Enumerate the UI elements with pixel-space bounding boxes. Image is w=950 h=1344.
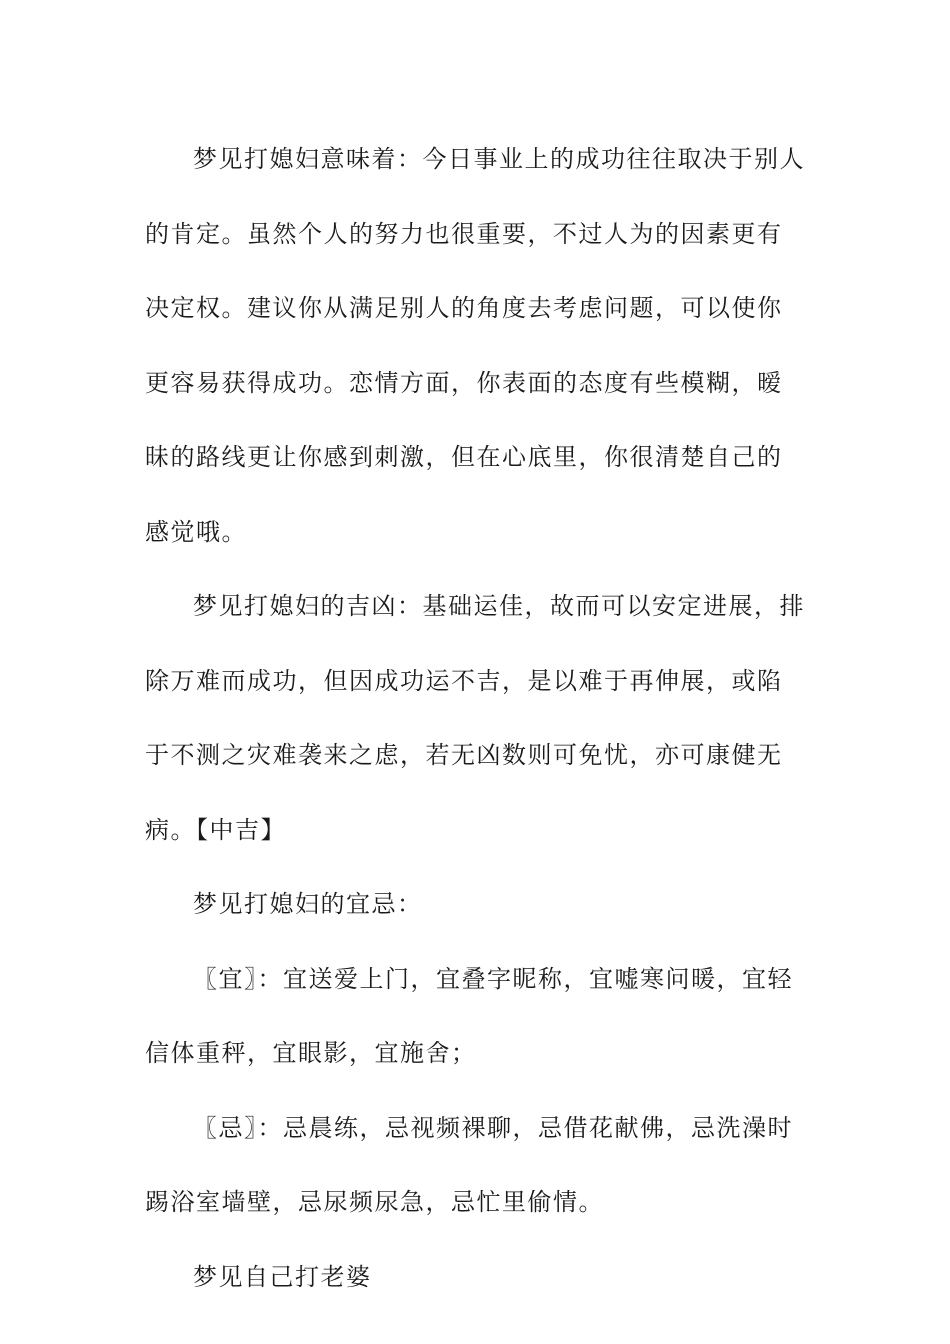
paragraph-donts: 〖忌〗：忌晨练，忌视频裸聊，忌借花献佛，忌洗澡时踢浴室墙壁，忌尿频尿急，忌忙里偷情。 (145, 1113, 793, 1216)
paragraph-meaning: 梦见打媳妇意味着：今日事业上的成功往往取决于别人的肯定。虽然个人的努力也很重要，不过人为的因素更有决定权。建议你从满足别人的角度去考虑问题，可以使你更容易获得成功。恋情方面，你表面的态度有些模糊，暧昧的路线更让你感到刺激，但在心底里，你很清楚自己的感觉哦。 (145, 145, 805, 546)
paragraph-dos: 〖宜〗：宜送爱上门，宜叠字昵称，宜嘘寒问暖，宜轻信体重秤，宜眼影，宜施舍； (145, 964, 793, 1067)
paragraph-fortune: 梦见打媳妇的吉凶：基础运佳，故而可以安定进展，排除万难而成功，但因成功运不吉，是以难于再伸展，或陷于不测之灾难袭来之虑，若无凶数则可免忧，亦可康健无病。【中吉】 (145, 592, 805, 844)
document-body (145, 122, 805, 1314)
section-heading: 梦见自己打老婆 (193, 1262, 372, 1291)
paragraph-dos-donts-heading: 梦见打媳妇的宜忌： (193, 890, 423, 918)
